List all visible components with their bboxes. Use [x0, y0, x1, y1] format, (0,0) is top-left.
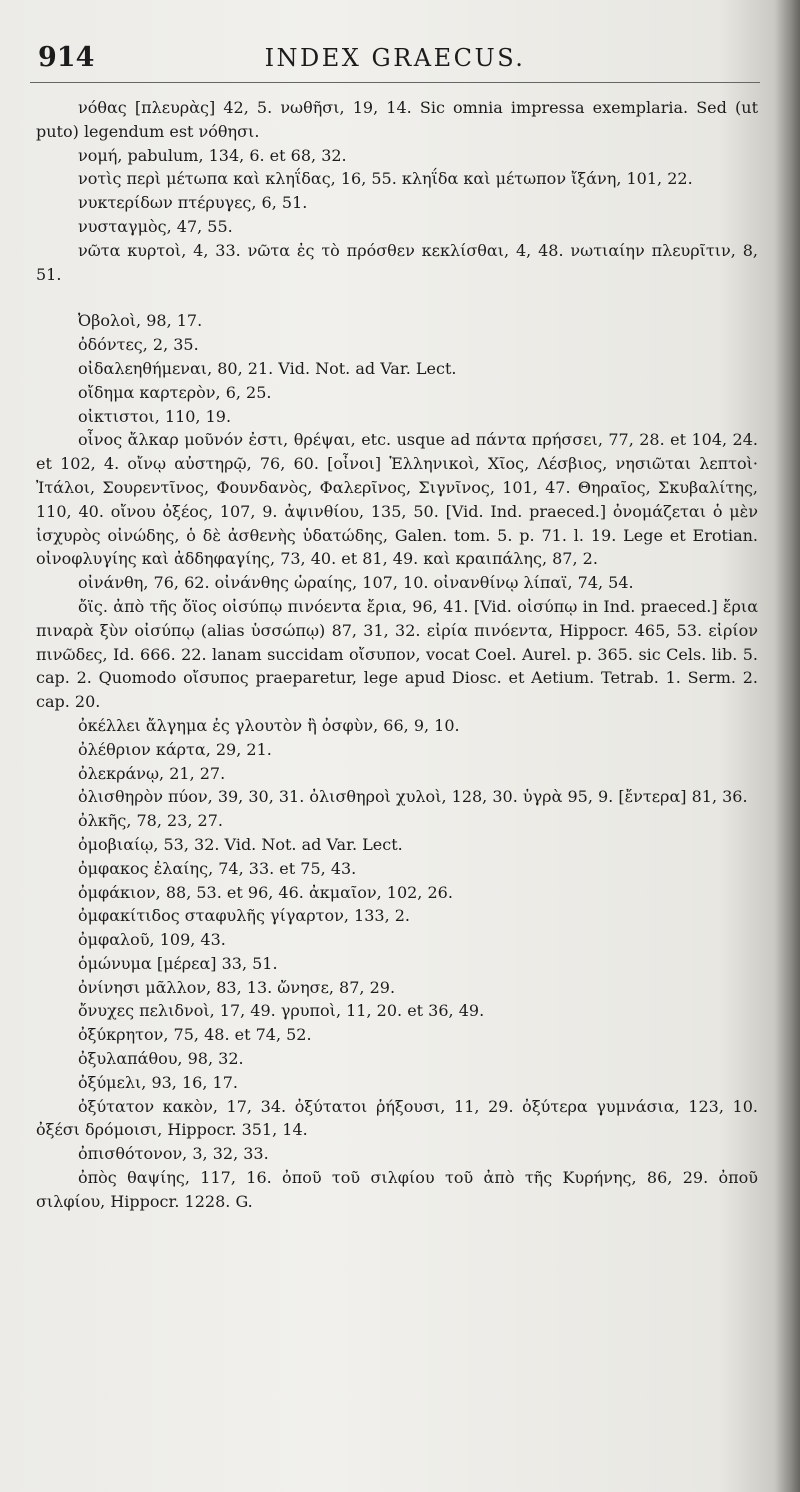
running-title: INDEX GRAECUS. — [264, 44, 526, 72]
index-entry: ὀμφαλοῦ, 109, 43. — [78, 930, 226, 950]
index-entry: οἰκτιστοι, 110, 19. — [78, 406, 232, 426]
index-entry: ὀλκῆς, 78, 23, 27. — [78, 811, 223, 831]
index-entry: νοτὶς περὶ μέτωπα καὶ κληΐδας, 16, 55. κληΐδα καὶ μέτωπον ἴξάνη, 101, 22. — [78, 169, 693, 189]
index-entry: οἶνος ἄλκαρ μοῦνόν ἐστι, θρέψαι, etc. usque ad πάντα πρήσσει, 77, 28. et 104, 24. et 102, 4. οἴνῳ αὐστηρῷ, 76, 60. [οἶνοι] Ἑλληνικοὶ, Χῖος, Λέσβιος, νησιῶται λεπτοὶ· Ἰτάλοι, Σουρεντῖνος, Φουνδανὸς, Φαλερῖνος, Σιγνῖνος, 101, 47. Θηραῖος, Σκυβαλίτης, 110, 40. οἴνου ὀξέος, 107, 9. ἀψινθίου, 135, 50. [Vid. Ind. praeced.] ὀνομάζεται ὁ μὲν ἰσχυρὸς οἰνώδης, ὁ δὲ ἀσθενὴς ὑδατώδης, Galen. tom. 5. p. 71. l. 19. Lege et Erotian. οἰνοφλυγίης καὶ ἀδδηφαγίης, 73, 40. et 81, 49. καὶ κραιπάλης, 87, 2. — [36, 430, 758, 569]
index-entry: νυκτερίδων πτέρυγες, 6, 51. — [78, 193, 308, 213]
index-entry: ὀξύκρητον, 75, 48. et 74, 52. — [78, 1025, 312, 1045]
index-entry: ὁμώνυμα [μέρεα] 33, 51. — [78, 953, 278, 973]
index-entries — [36, 96, 758, 1214]
page-edge-shadow — [774, 0, 800, 1492]
index-entry: οἴδημα καρτερὸν, 6, 25. — [78, 382, 272, 402]
index-entry: ὀξυλαπάθου, 98, 32. — [78, 1049, 244, 1069]
index-entry: ὀλεκράνῳ, 21, 27. — [78, 763, 226, 783]
index-entry: ὀμφακος ἐλαίης, 74, 33. et 75, 43. — [78, 858, 357, 878]
index-entry: ὀκέλλει ἄλγημα ἐς γλουτὸν ἢ ὀσφὺν, 66, 9, 10. — [78, 715, 460, 735]
index-entry: ὀξύμελι, 93, 16, 17. — [78, 1072, 238, 1092]
index-entry: Ὀβολοὶ, 98, 17. — [78, 311, 203, 331]
index-entry: ὀλέθριον κάρτα, 29, 21. — [78, 739, 272, 759]
index-entry: ὄϊς. ἀπὸ τῆς ὄϊος οἰσύπῳ πινόεντα ἔρια, 96, 41. [Vid. οἰσύπῳ in Ind. praeced.] ἔρια πιναρὰ ξὺν οἰσύπῳ (alias ὑσσώπῳ) 87, 31, 32. εἰρία πινόεντα, Hippocr. 465, 53. εἰρίον πινῶδες, Id. 666. 22. lanam succidam οἴσυπον, vocat Coel. Aurel. p. 365. sic Cels. lib. 5. cap. 2. Quomodo οἴσυπος praeparetur, lege apud Diosc. et Aetium. Tetrab. 1. Serm. 2. cap. 20. — [36, 596, 758, 712]
index-entry: νόθας [πλευρὰς] 42, 5. νωθῆσι, 19, 14. Sic omnia impressa exemplaria. Sed (ut puto) legendum est νόθησι. — [36, 98, 758, 141]
index-entry: ὀξύτατον κακὸν, 17, 34. ὀξύτατοι ῥήξουσι, 11, 29. ὀξύτερα γυμνάσια, 123, 10. ὀξέσι δρόμοισι, Hippocr. 351, 14. — [36, 1096, 758, 1140]
index-entry: ὀλισθηρὸν πύον, 39, 30, 31. ὀλισθηροὶ χυλοὶ, 128, 30. ὑγρὰ 95, 9. [ἔντερα] 81, 36. — [78, 787, 748, 807]
header-rule — [30, 82, 760, 83]
index-entry: ὀπὸς θαψίης, 117, 16. ὀποῦ τοῦ σιλφίου τοῦ ἀπὸ τῆς Κυρήνης, 86, 29. ὀποῦ σιλφίου, Hippocr. 1228. G. — [36, 1168, 758, 1211]
index-entry: νῶτα κυρτοὶ, 4, 33. νῶτα ἐς τὸ πρόσθεν κεκλίσθαι, 4, 48. νωτιαίην πλευρῖτιν, 8, 51. — [36, 240, 758, 284]
index-entry: ὀπισθότονον, 3, 32, 33. — [78, 1144, 269, 1164]
index-entry: ὀμοβιαίῳ, 53, 32. Vid. Not. ad Var. Lect. — [78, 834, 403, 854]
page-number: 914 — [38, 42, 95, 73]
page-header — [30, 42, 760, 82]
index-entry: οἰδαλεηθήμεναι, 80, 21. Vid. Not. ad Var. Lect. — [78, 358, 457, 378]
index-entry: ὄνυχες πελιδνοὶ, 17, 49. γρυποὶ, 11, 20. et 36, 49. — [78, 1001, 485, 1021]
index-entry: ὀνίνησι μᾶλλον, 83, 13. ὤνησε, 87, 29. — [78, 977, 396, 997]
index-entry: ὀδόντες, 2, 35. — [78, 335, 199, 355]
index-entry: ὀμφάκιον, 88, 53. et 96, 46. ἀκμαῖον, 102, 26. — [78, 882, 453, 902]
index-entry: νυσταγμὸς, 47, 55. — [78, 216, 233, 236]
index-entry: νομή, pabulum, 134, 6. et 68, 32. — [78, 145, 347, 165]
index-entry: οἰνάνθη, 76, 62. οἰνάνθης ὡραίης, 107, 10. οἰνανθίνῳ λίπαϊ, 74, 54. — [78, 573, 634, 593]
index-entry: ὀμφακίτιδος σταφυλῆς γίγαρτον, 133, 2. — [78, 906, 410, 926]
